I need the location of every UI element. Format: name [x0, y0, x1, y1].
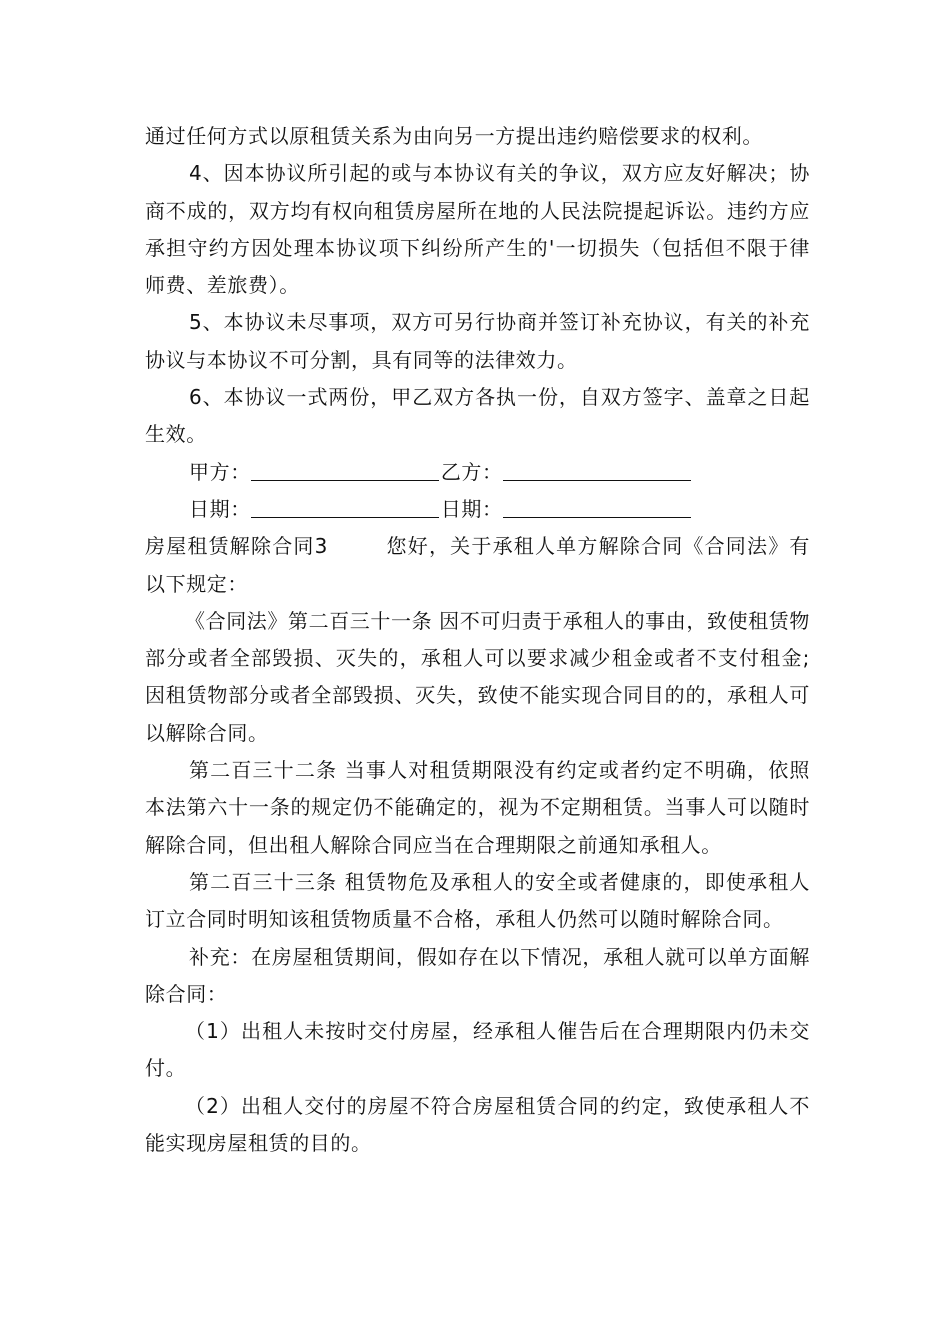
party-a-blank	[251, 460, 439, 481]
date-b-blank	[503, 497, 691, 518]
paragraph-supplement: 补充：在房屋租赁期间，假如存在以下情况，承租人就可以单方面解除合同：	[145, 944, 810, 1006]
date-a-label: 日期：	[189, 496, 251, 521]
section-3-heading-line	[145, 528, 810, 603]
party-b-blank	[503, 460, 691, 481]
paragraph-article-231: 《合同法》第二百三十一条 因不可归责于承租人的事由，致使租赁物部分或者全部毁损、灭失的，承租人可以要求减少租金或者不支付租金;因租赁物部分或者全部毁损、灭失，致使不能实现合同目的的，承租人可以解除合同。	[145, 608, 810, 745]
paragraph-clause-5: 5、本协议未尽事项，双方可另行协商并签订补充协议，有关的补充协议与本协议不可分割，具有同等的法律效力。	[145, 310, 810, 372]
paragraph-article-232: 第二百三十二条 当事人对租赁期限没有约定或者约定不明确，依照本法第六十一条的规定仍不能确定的，视为不定期租赁。当事人可以随时解除合同，但出租人解除合同应当在合理期限之前通知承租人。	[145, 758, 810, 857]
paragraph-clause-6: 6、本协议一式两份，甲乙双方各执一份，自双方签字、盖章之日起生效。	[145, 385, 810, 447]
party-a-label: 甲方：	[189, 459, 251, 484]
paragraph-continuation: 通过任何方式以原租赁关系为由向另一方提出违约赔偿要求的权利。	[145, 124, 763, 148]
section-3-heading: 房屋租赁解除合同3	[145, 534, 328, 559]
party-b-label: 乙方：	[440, 459, 503, 484]
paragraph-clause-4: 4、因本协议所引起的或与本协议有关的争议，双方应友好解决；协商不成的，双方均有权向租赁房屋所在地的人民法院提起诉讼。违约方应承担守约方因处理本协议项下纠纷所产生的'一切损失（包括但不限于律师费、差旅费）。	[145, 161, 810, 298]
date-a-blank	[251, 497, 439, 518]
date-b-label: 日期：	[440, 496, 503, 521]
signature-line-dates	[145, 491, 810, 528]
paragraph-item-2: （2）出租人交付的房屋不符合房屋租赁合同的约定，致使承租人不能实现房屋租赁的目的。	[145, 1093, 810, 1156]
signature-line-parties	[145, 454, 810, 491]
section-3-intro: 您好，关于承租人单方解除合同《合同法》有以下规定：	[145, 534, 811, 596]
paragraph-article-233: 第二百三十三条 租赁物危及承租人的安全或者健康的，即使承租人订立合同时明知该租赁物质量不合格，承租人仍然可以随时解除合同。	[145, 869, 810, 932]
paragraph-item-1: （1）出租人未按时交付房屋，经承租人催告后在合理期限内仍未交付。	[145, 1019, 810, 1081]
document-page	[145, 118, 810, 1162]
